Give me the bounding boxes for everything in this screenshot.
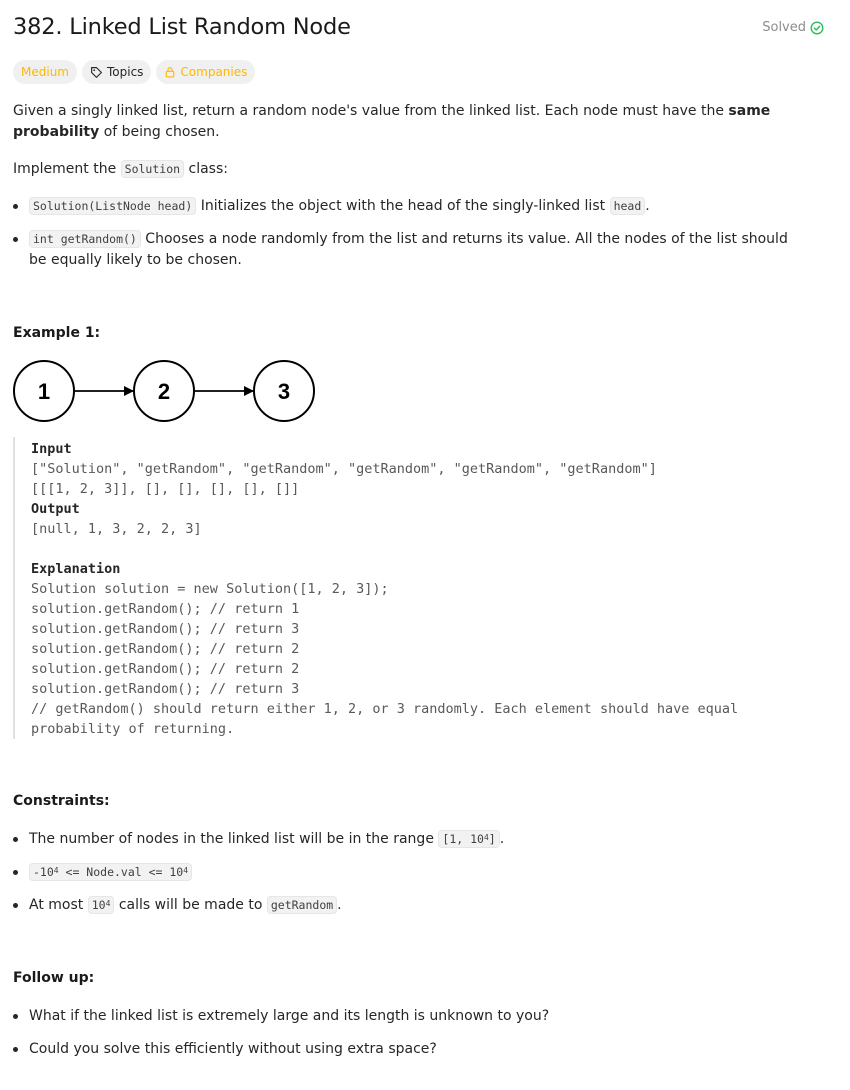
- list-item: [13, 1039, 803, 1060]
- period: .: [499, 831, 505, 847]
- topics-label: Topics: [106, 65, 144, 79]
- calls-code: $10^4$: [88, 896, 115, 914]
- tag-row: [13, 60, 255, 84]
- problem-title: 382. Linked List Random Node: [13, 14, 351, 40]
- difficulty-label: Medium: [21, 65, 69, 79]
- tag-icon: [90, 66, 103, 79]
- linked-list-diagram: [13, 360, 318, 424]
- period: .: [337, 897, 342, 913]
- desc-text: Given a singly linked list, return a random node's value from the linked list. Each node must have the: [13, 103, 729, 119]
- list-node-value: 3: [277, 379, 291, 404]
- example-heading: Example 1:: [13, 325, 101, 341]
- followup-text: What if the linked list is extremely large and its length is unknown to you?: [29, 1008, 550, 1024]
- explanation-line: solution.getRandom(); // return 3: [31, 621, 300, 637]
- constraint-text: At most: [29, 897, 88, 913]
- input-line: [[[1, 2, 3]], [], [], [], [], []]: [31, 481, 300, 497]
- constructor-text: Initializes the object with the head of the singly-linked list: [196, 198, 610, 214]
- implement-text: Implement the: [13, 161, 121, 177]
- followup-heading: Follow up:: [13, 970, 95, 986]
- list-item: [13, 829, 803, 850]
- implement-text-end: class:: [184, 161, 228, 177]
- list-item: [13, 895, 803, 916]
- description-paragraph: [13, 101, 813, 143]
- getrandom-text: Chooses a node randomly from the list and returns its value. All the nodes of the list should be equally likely to be chosen.: [29, 231, 788, 268]
- explanation-line: solution.getRandom(); // return 2: [31, 661, 300, 677]
- explanation-line: Solution solution = new Solution([1, 2, 3]);: [31, 581, 389, 597]
- desc-text-end: of being chosen.: [99, 124, 220, 140]
- implement-paragraph: [13, 159, 813, 180]
- example-block: [13, 437, 821, 739]
- lock-icon: [164, 66, 176, 78]
- companies-label: Companies: [180, 65, 248, 79]
- topics-button[interactable]: [82, 60, 151, 84]
- list-node-value: 1: [37, 379, 51, 404]
- getrandom-code: int getRandom(): [29, 230, 141, 248]
- input-label: Input: [31, 441, 72, 457]
- constructor-code: Solution(ListNode head): [29, 197, 196, 215]
- head-code: head: [610, 197, 646, 215]
- desc-bold: same probability: [13, 103, 771, 140]
- getrandom-code: getRandom: [267, 896, 337, 914]
- solved-label: Solved: [762, 20, 806, 35]
- output-label: Output: [31, 501, 80, 517]
- list-item: [13, 1006, 803, 1027]
- input-line: ["Solution", "getRandom", "getRandom", "getRandom", "getRandom", "getRandom"]: [31, 461, 657, 477]
- list-item: [13, 196, 803, 217]
- list-node-value: 2: [157, 379, 171, 404]
- constraint-text: The number of nodes in the linked list will be in the range: [29, 831, 439, 847]
- list-item: [13, 229, 803, 271]
- check-circle-icon: [810, 21, 824, 35]
- range-code: [1, $10^4$]: [438, 830, 499, 848]
- explanation-line: solution.getRandom(); // return 3: [31, 681, 300, 697]
- constraints-heading: Constraints:: [13, 793, 110, 809]
- explanation-line: probability of returning.: [31, 721, 235, 737]
- period: .: [645, 198, 650, 214]
- explanation-line: solution.getRandom(); // return 1: [31, 601, 300, 617]
- companies-button[interactable]: [156, 60, 255, 84]
- solution-class-code: Solution: [121, 160, 184, 178]
- followup-text: Could you solve this efficiently without using extra space?: [29, 1041, 437, 1057]
- constraint-text: calls will be made to: [114, 897, 267, 913]
- explanation-line: solution.getRandom(); // return 2: [31, 641, 300, 657]
- node-val-code: $-10^4$ <= Node.val <= $10^4$: [29, 863, 192, 881]
- difficulty-badge[interactable]: [13, 60, 77, 84]
- solved-status: [762, 20, 824, 35]
- explanation-line: // getRandom() should return either 1, 2, or 3 randomly. Each element should have equal: [31, 701, 739, 717]
- list-item: [13, 862, 803, 883]
- output-line: [null, 1, 3, 2, 2, 3]: [31, 521, 202, 537]
- explanation-label: Explanation: [31, 561, 121, 577]
